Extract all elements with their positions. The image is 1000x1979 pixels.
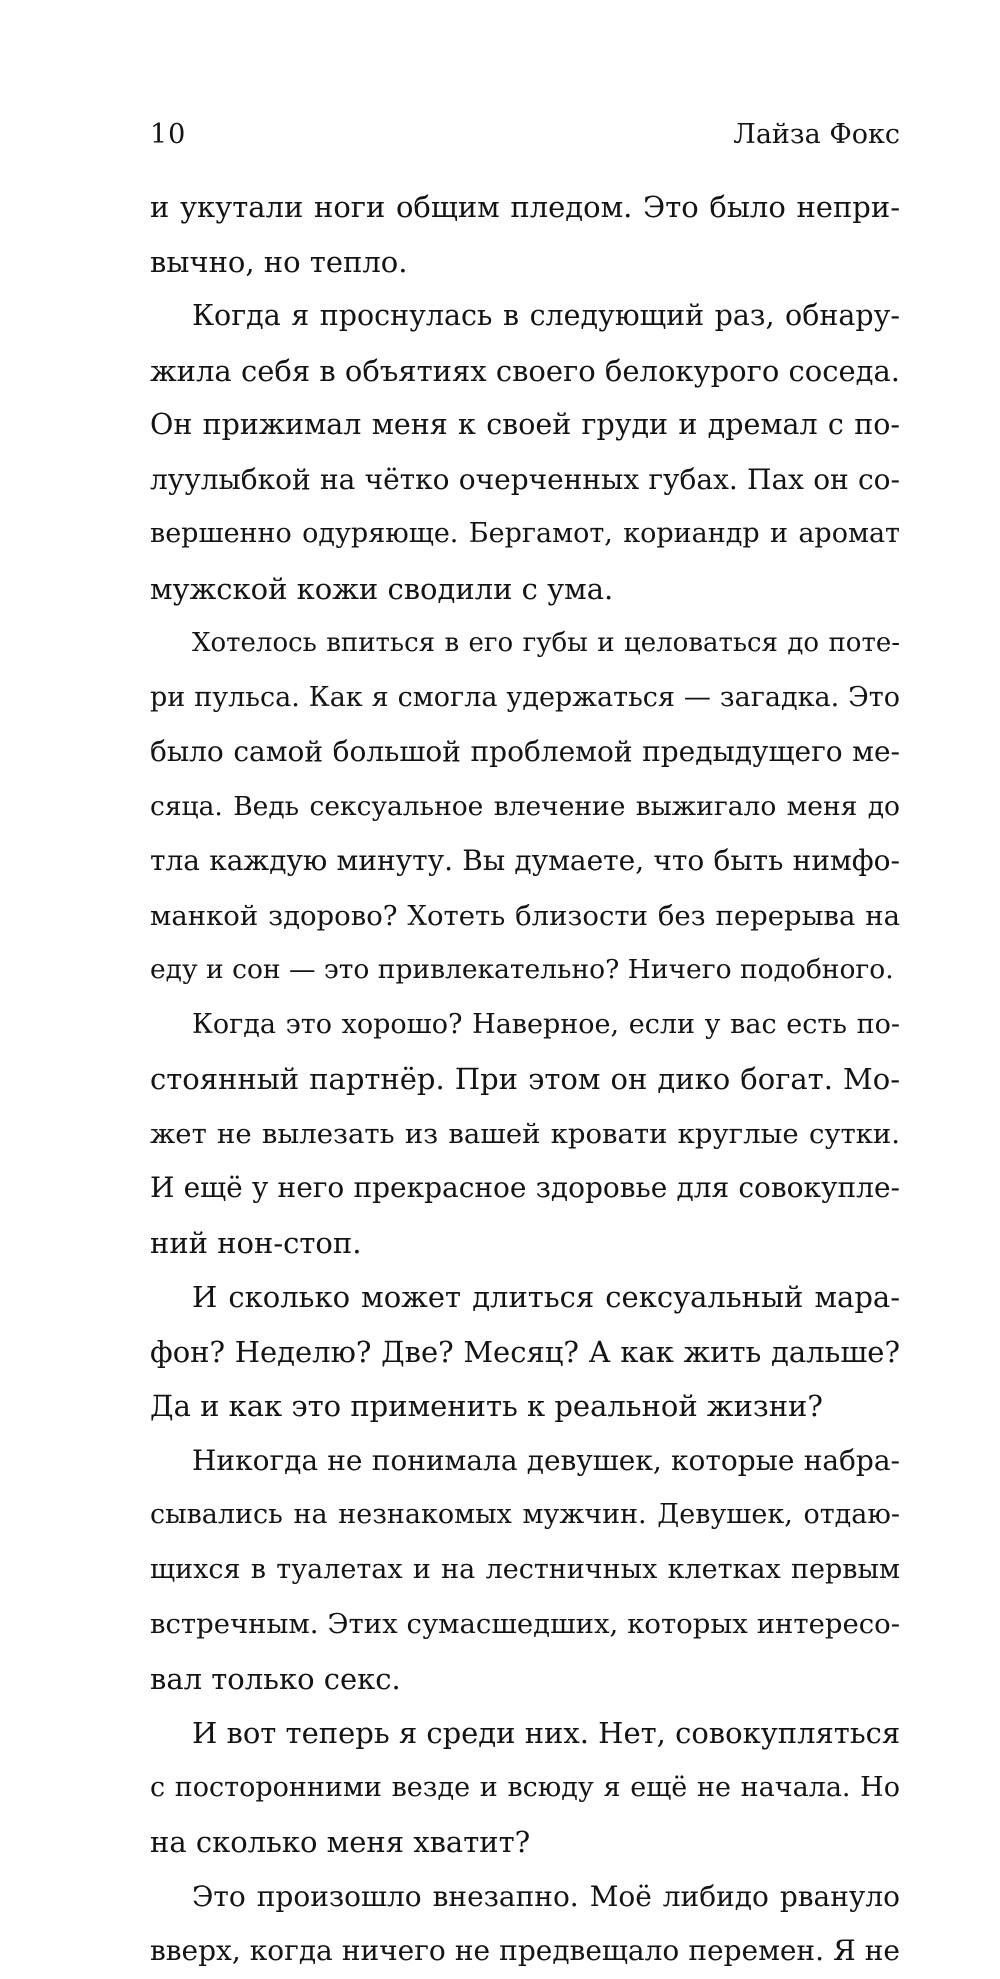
text-line: И сколько может длиться сексуальный мара-: [192, 1280, 900, 1314]
text-line: ри пульса. Как я смогла удержаться — загадка. Это: [150, 681, 900, 713]
text-line: сяца. Ведь сексуальное влечение выжигало меня до: [150, 790, 900, 822]
text-line: жет не вылезать из вашей кровати круглые сутки.: [150, 1117, 900, 1150]
text-line: Хотелось впиться в его губы и целоваться до поте-: [192, 628, 900, 658]
text-line: стоянный партнёр. При этом он дико богат. Мо-: [150, 1062, 900, 1096]
text-line: еду и сон — это привлекательно? Ничего подобного.: [150, 954, 894, 985]
text-line: И вот теперь я среди них. Нет, совокупляться: [192, 1716, 901, 1750]
text-line: сывались на незнакомых мужчин. Девушек, отдаю-: [150, 1499, 900, 1530]
page-number: 10: [150, 119, 187, 150]
text-line: Когда это хорошо? Наверное, если у вас есть по-: [192, 1008, 900, 1040]
text-line: с посторонними везде и всюду я ещё не начала. Но: [150, 1771, 900, 1803]
text-line: было самой большой проблемой предыдущего ме-: [150, 735, 900, 768]
text-line: вычно, но тепло.: [150, 244, 408, 279]
text-line: вал только секс.: [150, 1661, 401, 1696]
text-line: щихся в туалетах и на лестничных клетках первым: [150, 1553, 900, 1585]
text-line: Да и как это применить к реальной жизни?: [150, 1389, 823, 1423]
text-line: мужской кожи сводили с ума.: [150, 571, 614, 606]
text-line: на сколько меня хватит?: [150, 1825, 531, 1859]
text-line: И ещё у него прекрасное здоровье для совокупле-: [150, 1171, 900, 1204]
text-line: встречным. Этих сумасшедших, которых интересо-: [150, 1608, 900, 1640]
text-line: вершенно одуряюще. Бергамот, кориандр и аромат: [150, 518, 900, 549]
text-line: луулыбкой на чётко очерченных губах. Пах он со-: [150, 462, 900, 496]
text-line: жила себя в объятиях своего белокурого соседа.: [150, 353, 900, 388]
text-line: вверх, когда ничего не предвещало перемен. Я не: [150, 1934, 900, 1967]
text-line: тла каждую минуту. Вы думаете, что быть нимфо-: [150, 844, 900, 877]
body-text: [150, 180, 900, 1979]
text-line: Никогда не понимала девушек, которые набра-: [192, 1443, 900, 1477]
text-line: манкой здорово? Хотеть близости без перерыва на: [150, 899, 900, 932]
running-header: [150, 115, 900, 155]
author-name: Лайза Фокс: [733, 119, 900, 150]
text-line: Когда я проснулась в следующий раз, обнару-: [192, 299, 900, 332]
text-line: Это произошло внезапно. Моё либидо рвануло: [192, 1879, 900, 1913]
text-line: Он прижимал меня к своей груди и дремал с по-: [150, 408, 900, 441]
text-line: и укутали ноги общим пледом. Это было непри-: [150, 190, 900, 224]
text-line: фон? Неделю? Две? Месяц? А как жить дальше?: [150, 1334, 900, 1369]
text-line: ний нон-стоп.: [150, 1225, 362, 1260]
